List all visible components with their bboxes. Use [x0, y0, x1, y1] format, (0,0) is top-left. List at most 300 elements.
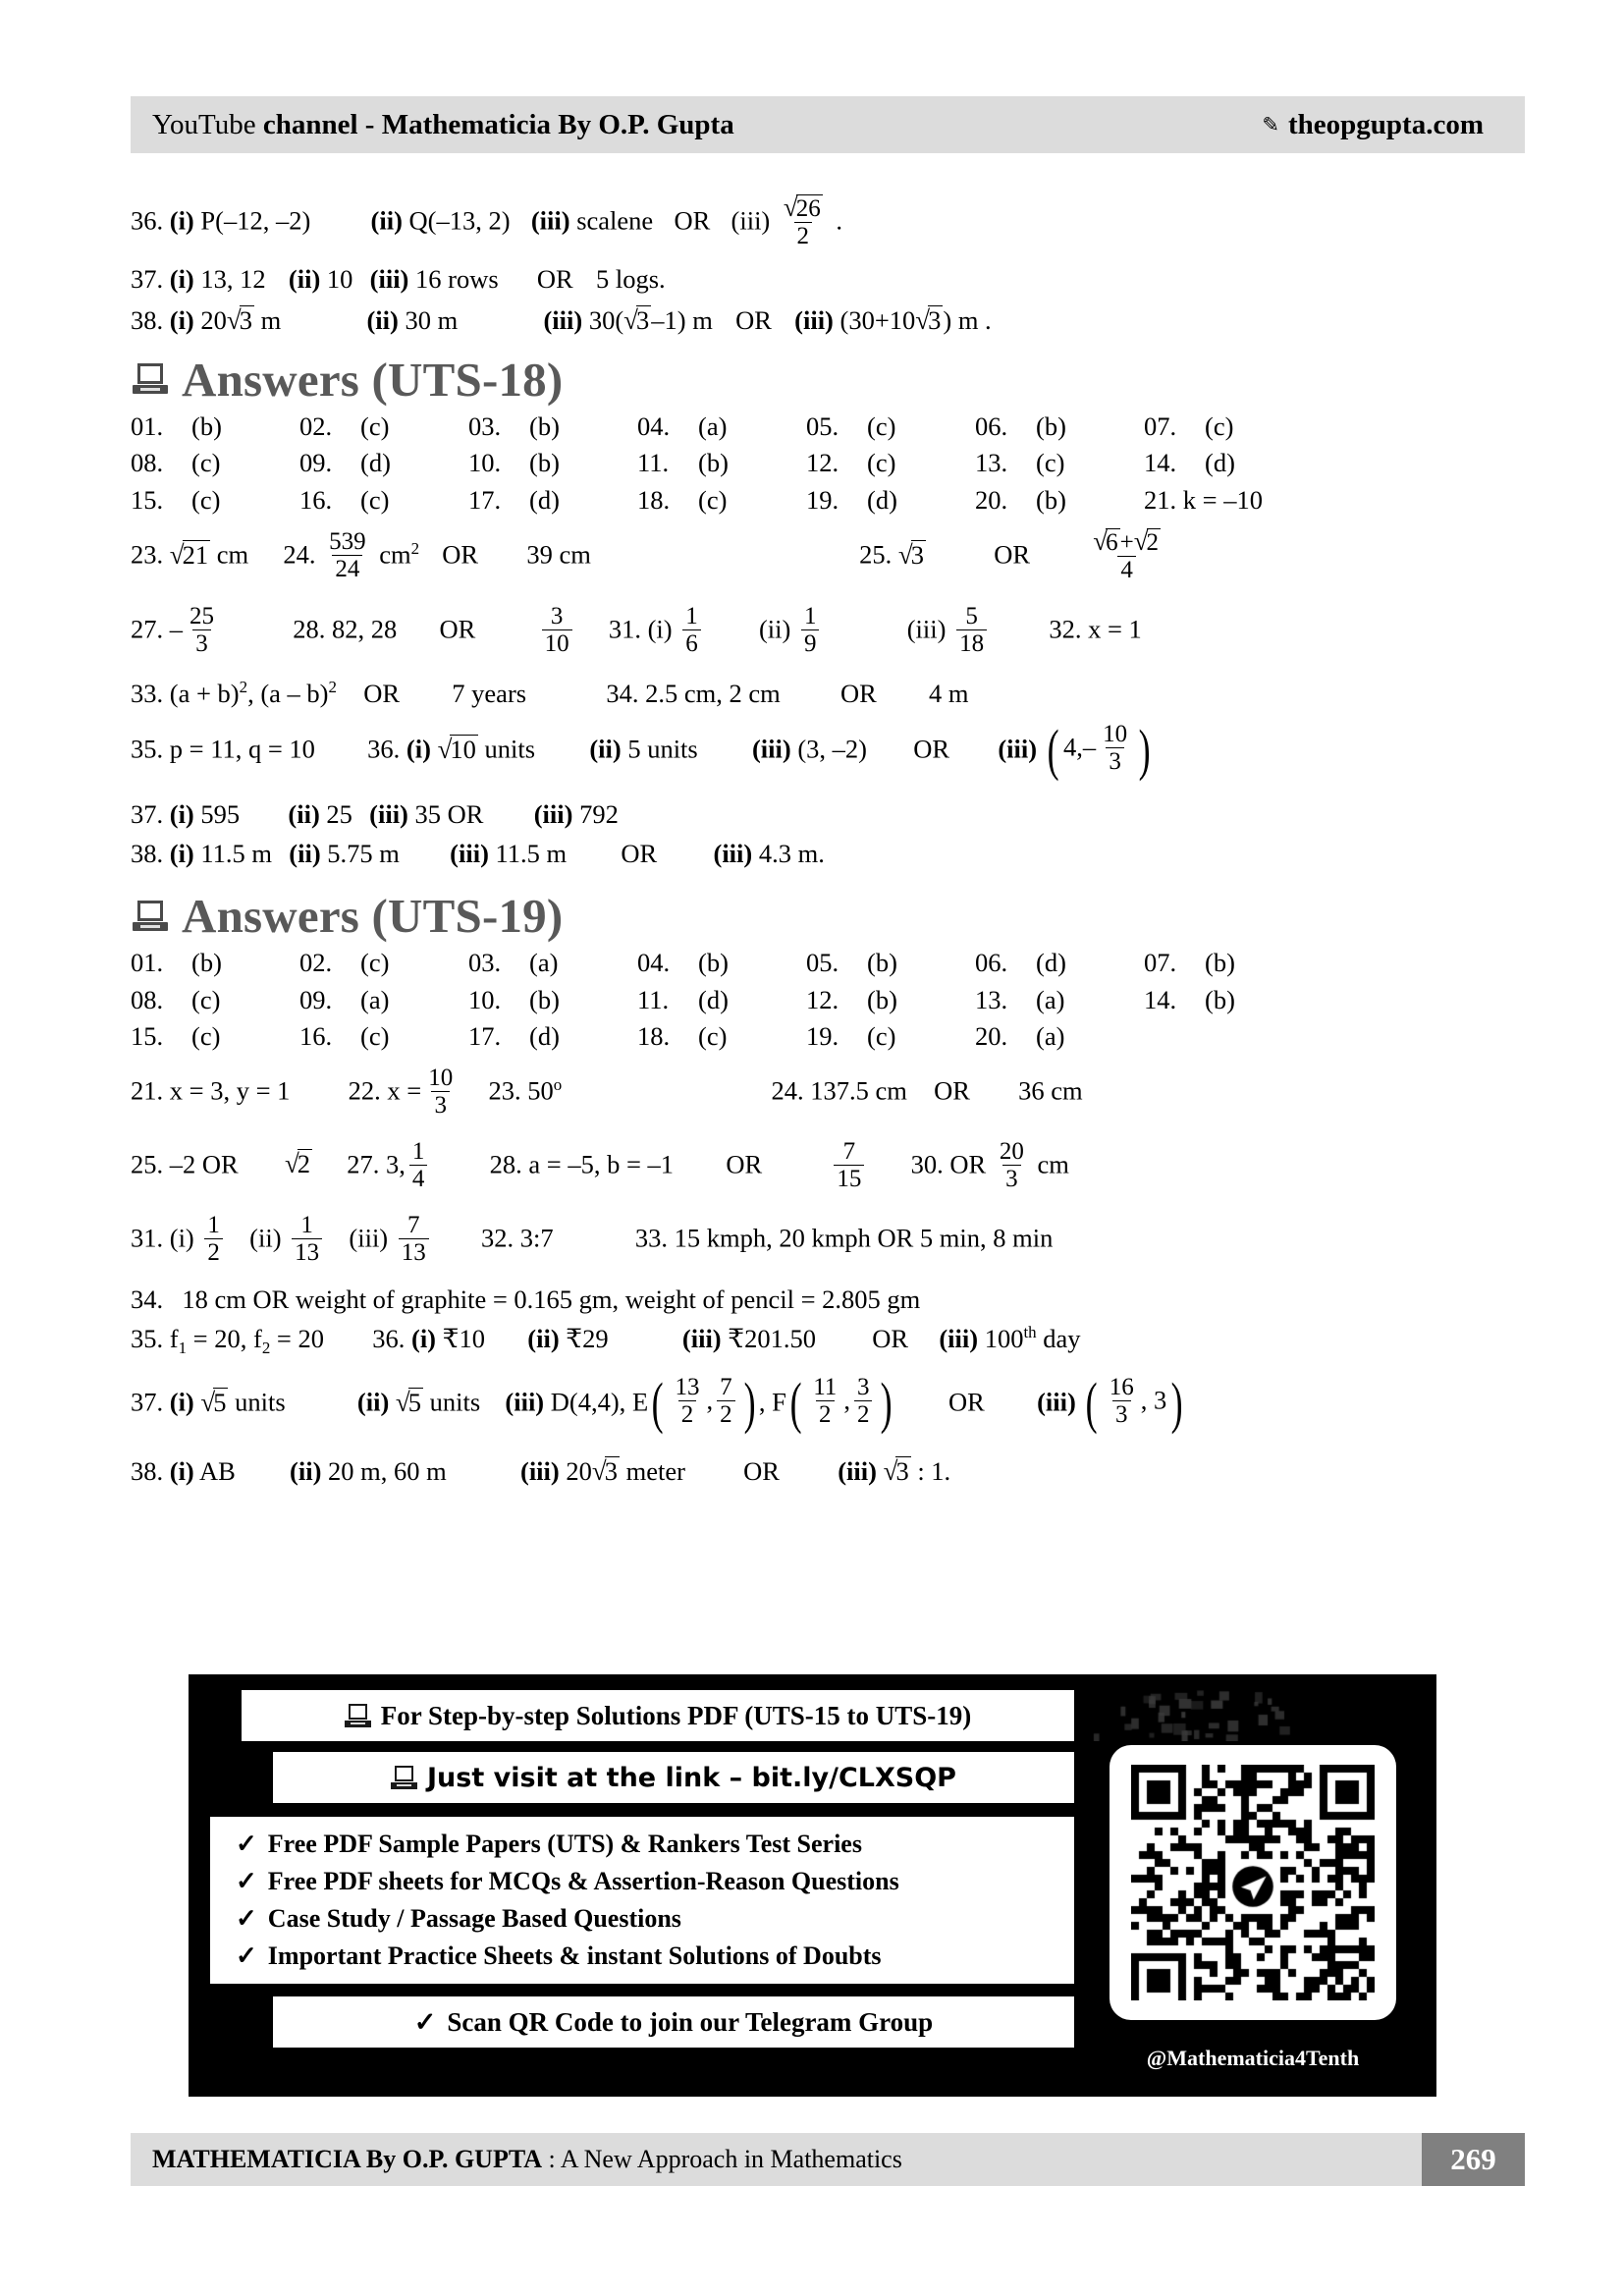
u18-q37-ii-value: 25: [326, 799, 352, 830]
u19-q37-e-label: E: [631, 1387, 649, 1417]
u19-q37-f-label: F: [772, 1387, 786, 1417]
u18-q24-fraction: [326, 529, 369, 581]
mcq-cell: [637, 950, 806, 976]
mcq-question-number: 16.: [299, 1021, 333, 1052]
u19-q38-iii-pre: 20: [566, 1456, 592, 1487]
u18-q27-denominator: 3: [192, 629, 211, 656]
answer-line-19-31: [131, 1211, 1525, 1267]
q37-iii-label: (iii): [369, 264, 409, 294]
u18-q28-value: 82, 28: [332, 614, 398, 644]
u18-q38-or: OR: [621, 838, 658, 868]
mcq-answer-option: (c): [360, 410, 390, 441]
u18-q31-ii-fraction: $\frac{1}{9}$: [801, 604, 820, 656]
promo-link-bar[interactable]: [273, 1752, 1074, 1803]
u19-q37-i-unit: units: [235, 1387, 286, 1417]
u18-q36-iii2-label: (iii): [998, 734, 1038, 764]
u18-q33-number: 33.: [131, 678, 164, 708]
mcq-answer-option: (b): [698, 948, 729, 978]
u18-q24-numerator: 539: [329, 528, 366, 555]
mcq-question-number: 08.: [131, 984, 164, 1014]
mcq-answer-option: (a): [360, 984, 390, 1014]
u18-q23-number: 23.: [131, 539, 164, 570]
u18-q31-iii-fraction: $\frac{5}{18}$: [956, 604, 987, 656]
section-heading-uts19: [133, 888, 1525, 944]
u18-q36-ii-label: (ii): [589, 734, 622, 764]
mcq-cell: [806, 410, 975, 441]
mcq-answer-option: (d): [360, 448, 391, 477]
u19-q37-d-point: D(4,4),: [550, 1387, 626, 1417]
u19-q25-value: –2: [169, 1149, 196, 1179]
u18-q24-or-value: 39 cm: [526, 539, 591, 570]
mcq-answer-option: (c): [867, 448, 896, 477]
u19-q38-iii2-post: : 1.: [917, 1456, 951, 1487]
u19-q31-iii-fraction: $\frac{7}{13}$: [399, 1213, 429, 1265]
u19-q36-number: 36.: [372, 1324, 406, 1354]
mcq-cell: [299, 1023, 468, 1050]
q38-ii-value: 30 m: [405, 304, 459, 335]
u19-q34-value: 18 cm OR weight of graphite = 0.165 gm, weight of pencil = 2.805 gm: [182, 1284, 921, 1314]
u18-q35-number: 35.: [131, 734, 164, 764]
u18-q38-iii-value: 11.5 m: [495, 838, 568, 868]
u19-q37-ii-label: (ii): [356, 1387, 390, 1417]
u18-q37-iii2-label: (iii): [533, 799, 573, 830]
mcq-question-number: 20.: [975, 1021, 1008, 1052]
mcq-question-number: 18.: [637, 1021, 671, 1052]
u19-q35-number: 35.: [131, 1324, 164, 1354]
q38-i-label: (i): [169, 304, 194, 335]
u18-q25-or: OR: [994, 539, 1031, 570]
u18-q32-value: x = 1: [1088, 614, 1142, 644]
u19-q37-i-label: (i): [169, 1387, 194, 1417]
u19-q38-iii2-label: (iii): [838, 1456, 877, 1487]
mcq-answer-option: (b): [1036, 484, 1066, 515]
q36-iii-label: (iii): [530, 205, 570, 236]
q37-i-label: (i): [169, 264, 194, 294]
mcq-answer-option: (c): [360, 484, 390, 515]
mcq-cell: [806, 984, 975, 1014]
u19-q24-number: 24.: [771, 1075, 804, 1106]
u19-q30-number: 30.: [910, 1149, 944, 1179]
u18-q31-iii-label: (iii): [906, 614, 947, 644]
u19-q36-ii-value: ₹29: [566, 1324, 609, 1354]
u19-q25-or: OR: [201, 1149, 239, 1179]
u18-q24-number: 24.: [283, 539, 316, 570]
mcq-row: [131, 950, 1525, 976]
promo-title-bar: [242, 1690, 1074, 1741]
q37-i-value: 13, 12: [200, 264, 266, 294]
promo-bullet-text: Important Practice Sheets & instant Solutions of Doubts: [267, 1941, 882, 1970]
mcq-row: [131, 410, 1525, 441]
mcq-question-number: 10.: [468, 984, 502, 1014]
mcq-cell: [131, 450, 299, 476]
u18-q31-i-fraction: $\frac{1}{6}$: [682, 604, 701, 656]
u19-q38-iii-post: meter: [625, 1456, 685, 1487]
header-title: [152, 109, 734, 141]
u18-q34-value: 2.5 cm, 2 cm: [645, 678, 781, 708]
u18-q28-number: 28.: [293, 614, 326, 644]
u18-q36-number: 36.: [367, 734, 401, 764]
u18-q37-i-value: 595: [200, 799, 241, 830]
mcq-cell: [975, 410, 1144, 441]
u18-q34-or-value: 4 m: [929, 678, 969, 708]
mcq-question-number: 20.: [975, 484, 1008, 515]
u19-q23-number: 23.: [488, 1075, 521, 1106]
u18-q28-denominator: 10: [542, 629, 572, 656]
u18-q37-ii-label: (ii): [288, 799, 320, 830]
u18-q37-iii-value: 35 OR: [414, 799, 484, 830]
u19-q21-value: x = 3, y = 1: [169, 1075, 291, 1106]
u18-q34-number: 34.: [606, 678, 639, 708]
mcq-question-number: 10.: [468, 448, 502, 477]
section-heading-uts19-text: Answers (UTS-19): [182, 889, 564, 944]
mcq-row: [131, 1023, 1525, 1050]
mcq-cell: [299, 984, 468, 1014]
u18-q35-value: p = 11, q = 10: [169, 734, 315, 764]
u19-q35-f1: f: [169, 1324, 179, 1354]
u19-q36-i-value: ₹10: [442, 1324, 486, 1354]
u18-q28-or: OR: [439, 614, 476, 644]
mcq-question-number: 12.: [806, 448, 839, 477]
answer-line-18-33: 33. $(a + b)^2$, (a – b)$^2$ OR 7 years 34. 2.5 cm, 2 cm OR 4 m: [131, 678, 969, 708]
mcq-cell: [637, 484, 806, 515]
u19-q38-ii-value: 20 m, 60 m: [328, 1456, 447, 1487]
u19-q32-number: 32.: [481, 1223, 514, 1253]
u18-q38-i-label: (i): [169, 838, 194, 868]
mcq-question-number: 16.: [299, 484, 333, 515]
u19-q37-g-pair: ( $\frac{16}{3}$ , 3 ): [1086, 1371, 1183, 1436]
mcq-answer-option: (b): [867, 948, 897, 978]
mcq-question-number: 07.: [1144, 948, 1177, 978]
u19-q36-iii2-value: 100: [984, 1324, 1024, 1354]
promo-bullet-item: [236, 1867, 1074, 1896]
page-number: 269: [1422, 2133, 1525, 2186]
u19-q24-or: OR: [934, 1075, 970, 1106]
mcq-question-number: 04.: [637, 410, 671, 441]
u18-q25-radical: √3: [897, 539, 924, 570]
u19-q21-number: 21.: [131, 1075, 164, 1106]
u19-q36-iii-label: (iii): [681, 1324, 722, 1354]
mcq-answer-option: (d): [1036, 948, 1066, 978]
u18-q37-iii-label: (iii): [369, 799, 408, 830]
u19-q30-fraction: $\frac{20}{3}$: [999, 1137, 1024, 1192]
u19-q35-f2: f: [253, 1324, 262, 1354]
mcq-question-number: 11.: [637, 448, 670, 477]
u19-q34-number: 34.: [131, 1284, 164, 1314]
u18-q25-numerator: √6+√2: [1093, 526, 1160, 556]
mcq-answer-option: (c): [1036, 448, 1065, 477]
mcq-question-number: 03.: [468, 948, 502, 978]
mcq-answer-option: (c): [867, 1021, 896, 1052]
u19-q36-iii2-label: (iii): [939, 1324, 979, 1354]
mcq-grid-uts18: [131, 410, 1525, 515]
u18-q36-i-radical: √10: [437, 734, 476, 764]
mcq-question-number: 05.: [806, 410, 839, 441]
q38-iii-pre: 30(: [588, 304, 624, 335]
u19-q30-or: OR: [949, 1149, 987, 1179]
mcq-answer-option: (a): [698, 410, 728, 441]
q38-i-post: m: [260, 304, 282, 335]
u18-q32-number: 32.: [1049, 614, 1082, 644]
mcq-question-number: 01.: [131, 948, 164, 978]
q38-i-radical: √3: [226, 304, 252, 335]
u18-q27-sign: –: [169, 614, 183, 644]
u19-q38-i-label: (i): [169, 1456, 194, 1487]
promo-bullet-list: [210, 1817, 1074, 1984]
u19-q27-whole: 3,: [386, 1149, 406, 1179]
mcq-cell: [975, 484, 1144, 515]
u19-q37-ii-radical: √5: [395, 1387, 421, 1417]
mcq-answer-option: (d): [1205, 448, 1235, 477]
u18-q25-fraction: [1090, 528, 1164, 582]
u19-q31-i-label: (i): [169, 1223, 194, 1253]
mcq-question-number: 07.: [1144, 410, 1177, 441]
mcq-question-number: 02.: [299, 410, 333, 441]
mcq-answer-option: (a): [1036, 1021, 1065, 1052]
q36-number: 36.: [131, 205, 164, 236]
u18-q24-or: OR: [442, 539, 479, 570]
q37-or-value: 5 logs.: [596, 264, 666, 294]
promo-title-text: For Step-by-step Solutions PDF (UTS-15 to UTS-19): [380, 1700, 972, 1730]
u19-q38-i-value: AB: [198, 1456, 236, 1487]
mcq-question-number: 19.: [806, 484, 839, 515]
answer-line-19-37: 37. (i) √5 units (ii) √5 units (iii) D(4,4), E ( $\frac{13}{2}$ , $\frac{7}{2}$ ) , F ( $\frac{11}{2}$ , $\frac{3}{2}$ ) OR (iii) ( $\frac{16}{3}$ , 3 ): [131, 1379, 1525, 1431]
q36-iii-value: scalene: [576, 205, 654, 236]
mcq-cell: [1144, 410, 1313, 441]
u19-q31-ii-label: (ii): [249, 1223, 282, 1253]
footer-tagline: : A New Approach in Mathematics: [542, 2145, 902, 2173]
mcq-answer-option: (d): [698, 984, 729, 1014]
mcq-answer-option: (c): [360, 948, 390, 978]
mcq-cell: [975, 450, 1144, 476]
u18-q23-unit: cm: [216, 539, 249, 570]
u18-q38-iii2-value: 4.3 m.: [758, 838, 825, 868]
u19-q22-fraction: $\frac{10}{3}$: [428, 1064, 454, 1119]
laptop-icon: [345, 1704, 371, 1727]
promo-bullet-text: Free PDF sheets for MCQs & Assertion-Reason Questions: [267, 1867, 899, 1895]
mcq-question-number: 06.: [975, 410, 1008, 441]
mcq-answer-option: (b): [191, 948, 222, 978]
mcq-question-number: 15.: [131, 1021, 164, 1052]
u19-q38-ii-label: (ii): [290, 1456, 322, 1487]
answer-line-19-34: [131, 1286, 1525, 1313]
u19-q37-number: 37.: [131, 1387, 164, 1417]
u18-q36-iii-label: (iii): [751, 734, 791, 764]
u18-q33-expr-a: (a + b): [169, 678, 240, 708]
mcq-question-number: 18.: [637, 484, 671, 515]
u19-q38-iii2-radical: √3: [883, 1456, 909, 1487]
promo-box: [189, 1674, 1436, 2097]
mcq-cell: [299, 484, 468, 515]
mcq-cell: [637, 450, 806, 476]
mcq-answer-option: (c): [191, 1021, 221, 1052]
answer-line-18-23: [131, 526, 1525, 584]
q38-iii2-post: ) m .: [943, 304, 992, 335]
answer-line-18-37: [131, 801, 1525, 828]
mcq-question-number: 05.: [806, 948, 839, 978]
u18-q36-coordinate-pair: ( 4,– $\frac{10}{3}$ ): [1047, 717, 1151, 782]
q37-ii-label: (ii): [288, 264, 321, 294]
mcq-question-number: 11.: [637, 984, 670, 1014]
u18-q28-numerator: 3: [550, 603, 564, 629]
answer-line-19-35: 35. $f_1 = 20$, $f_2 = 20$ 36. (i) ₹10 (ii) ₹29 (iii) ₹201.50 OR (iii) 100th day: [131, 1323, 1081, 1358]
u19-q27-number: 27.: [347, 1149, 380, 1179]
mcq-question-number: 06.: [975, 948, 1008, 978]
u18-q34-or: OR: [839, 678, 877, 708]
footer-text: [152, 2145, 902, 2174]
answers-content: [131, 192, 1525, 1498]
mcq-cell: [806, 1023, 975, 1050]
u19-q28-value: a = –5, b = –1: [528, 1149, 675, 1179]
mcq-answer-option: (b): [1205, 948, 1235, 978]
mcq-question-number: 14.: [1144, 984, 1177, 1014]
mcq-question-number: 15.: [131, 484, 164, 515]
u18-q36-i-label: (i): [406, 734, 431, 764]
mcq-row: [131, 984, 1525, 1014]
promo-bullet-item: [236, 1904, 1074, 1934]
qr-code-frame[interactable]: [1110, 1745, 1396, 2020]
promo-scan-text: Scan QR Code to join our Telegram Group: [447, 2006, 934, 2037]
u19-q31-ii-fraction: $\frac{1}{13}$: [292, 1213, 322, 1265]
qr-code-icon[interactable]: [1131, 1765, 1375, 2000]
u18-q28-fraction: [542, 604, 572, 656]
mcq-question-number: 13.: [975, 984, 1008, 1014]
footer-brand: MATHEMATICIA By O.P. GUPTA: [152, 2145, 543, 2173]
answer-line-18-27: [131, 603, 1525, 658]
u19-q31-iii-label: (iii): [349, 1223, 389, 1253]
mcq-cell: [637, 984, 806, 1014]
mcq-grid-uts19: [131, 950, 1525, 1050]
mcq-cell: [468, 450, 637, 476]
u19-q22-lhs: x =: [387, 1075, 422, 1106]
mcq-cell: [1144, 450, 1313, 476]
mcq-answer-option: (b): [529, 984, 560, 1014]
mcq-question-number: 17.: [468, 484, 502, 515]
u18-q25-denominator: 4: [1117, 556, 1136, 582]
check-icon: ✓: [236, 1941, 257, 1970]
u18-q33-or-value: 7 years: [452, 678, 527, 708]
promo-bullet-item: [236, 1941, 1074, 1971]
mcq-cell: [131, 410, 299, 441]
laptop-icon: [391, 1766, 417, 1789]
q36-frac-denominator: 2: [794, 222, 813, 248]
u18-q33-or: OR: [363, 678, 401, 708]
q38-iii2-radical: √3: [915, 304, 942, 335]
mcq-question-number: 09.: [299, 984, 333, 1014]
answer-line-19-25: [131, 1137, 1525, 1193]
u19-q25-number: 25.: [131, 1149, 164, 1179]
answer-line-37: [131, 266, 1525, 293]
u19-q37-i-radical: √5: [200, 1387, 227, 1417]
u19-q24-value: 137.5 cm: [810, 1075, 907, 1106]
mcq-cell: [468, 950, 637, 976]
u19-q31-i-fraction: $\frac{1}{2}$: [204, 1213, 223, 1265]
mcq-cell: [131, 484, 299, 515]
laptop-icon: [133, 901, 168, 932]
mcq-cell: [806, 950, 975, 976]
mcq-answer-option: (c): [698, 1021, 728, 1052]
u19-q38-or: OR: [743, 1456, 780, 1487]
section-heading-uts18: [133, 352, 1525, 408]
q36-ii-label: (ii): [370, 205, 403, 236]
u18-q31-i-label: (i): [647, 614, 673, 644]
q38-number: 38.: [131, 304, 164, 335]
answer-line-36: [131, 192, 1525, 250]
mcq-cell: [1144, 950, 1313, 976]
u18-q27-numerator: 25: [189, 603, 214, 629]
check-icon: ✓: [236, 1830, 257, 1858]
mcq-cell: [637, 1023, 806, 1050]
u19-q22-number: 22.: [348, 1075, 381, 1106]
mcq-answer-option: (b): [1036, 410, 1066, 441]
mcq-cell: [131, 1023, 299, 1050]
u18-q36-i-unit: units: [484, 734, 536, 764]
u18-q38-ii-value: 5.75 m: [327, 838, 400, 868]
u19-q37-e-pair: ( $\frac{13}{2}$ , $\frac{7}{2}$ ): [651, 1371, 756, 1436]
q38-ii-label: (ii): [366, 304, 399, 335]
laptop-icon: [133, 363, 168, 395]
q37-or: OR: [536, 264, 573, 294]
mcq-cell: [1144, 984, 1313, 1014]
mcq-answer-option: (c): [191, 984, 221, 1014]
q36-or: OR: [674, 205, 711, 236]
mcq-answer-option: (b): [867, 984, 897, 1014]
mcq-answer-option: (b): [529, 448, 560, 477]
mcq-answer-option: (c): [191, 484, 221, 515]
promo-bullet-item: [236, 1830, 1074, 1859]
mcq-cell: [806, 450, 975, 476]
check-icon: ✓: [413, 2006, 437, 2037]
u19-q36-or: OR: [872, 1324, 909, 1354]
answer-line-19-21: 21. x = 3, y = 1 22. x = $\frac{10}{3}$ 23. 50$^o$ 24. 137.5 cm OR 36 cm: [131, 1064, 1083, 1119]
q36-ii-value: Q(–13, 2): [408, 205, 511, 236]
q38-iii-radical: √3: [623, 304, 650, 335]
mcq-question-number: 02.: [299, 948, 333, 978]
q36-fraction: [781, 194, 826, 248]
u18-q37-iii2-value: 792: [579, 799, 619, 830]
promo-left-column: [210, 1690, 1074, 2048]
mcq-cell: [299, 410, 468, 441]
mcq-cell: [299, 450, 468, 476]
u19-q36-ii-label: (ii): [527, 1324, 560, 1354]
mcq-answer-option: (b): [698, 448, 729, 477]
answer-line-19-38: [131, 1456, 1525, 1485]
mcq-answer-option: (c): [1205, 410, 1234, 441]
mcq-cell: [806, 484, 975, 515]
page-header: [131, 96, 1525, 153]
u19-q23-value: 50: [527, 1075, 554, 1106]
u18-q27-fraction: [187, 604, 217, 656]
u18-q38-i-value: 11.5 m: [200, 838, 273, 868]
u19-q38-iii-label: (iii): [520, 1456, 560, 1487]
mcq-question-number: 08.: [131, 448, 164, 477]
pen-icon: ✎: [1262, 112, 1280, 137]
mcq-cell: [131, 950, 299, 976]
promo-link-text[interactable]: Just visit at the link – bit.ly/CLXSQP: [427, 1762, 956, 1793]
u18-q25-number: 25.: [859, 539, 893, 570]
mcq-cell: [975, 950, 1144, 976]
promo-scan-bar: [273, 1996, 1074, 2048]
header-website-text: theopgupta.com: [1288, 108, 1484, 140]
mcq-answer-option: (d): [529, 484, 560, 515]
q38-iii2-pre: (30+10: [839, 304, 916, 335]
mcq-answer-option: (d): [867, 484, 897, 515]
q38-or: OR: [735, 304, 772, 335]
q38-iii2-label: (iii): [794, 304, 834, 335]
mcq-answer-option: (b): [1205, 984, 1235, 1014]
u19-q27-fraction: $\frac{1}{4}$: [409, 1139, 428, 1191]
u18-q38-iii2-label: (iii): [713, 838, 753, 868]
mcq-cell: [468, 410, 637, 441]
